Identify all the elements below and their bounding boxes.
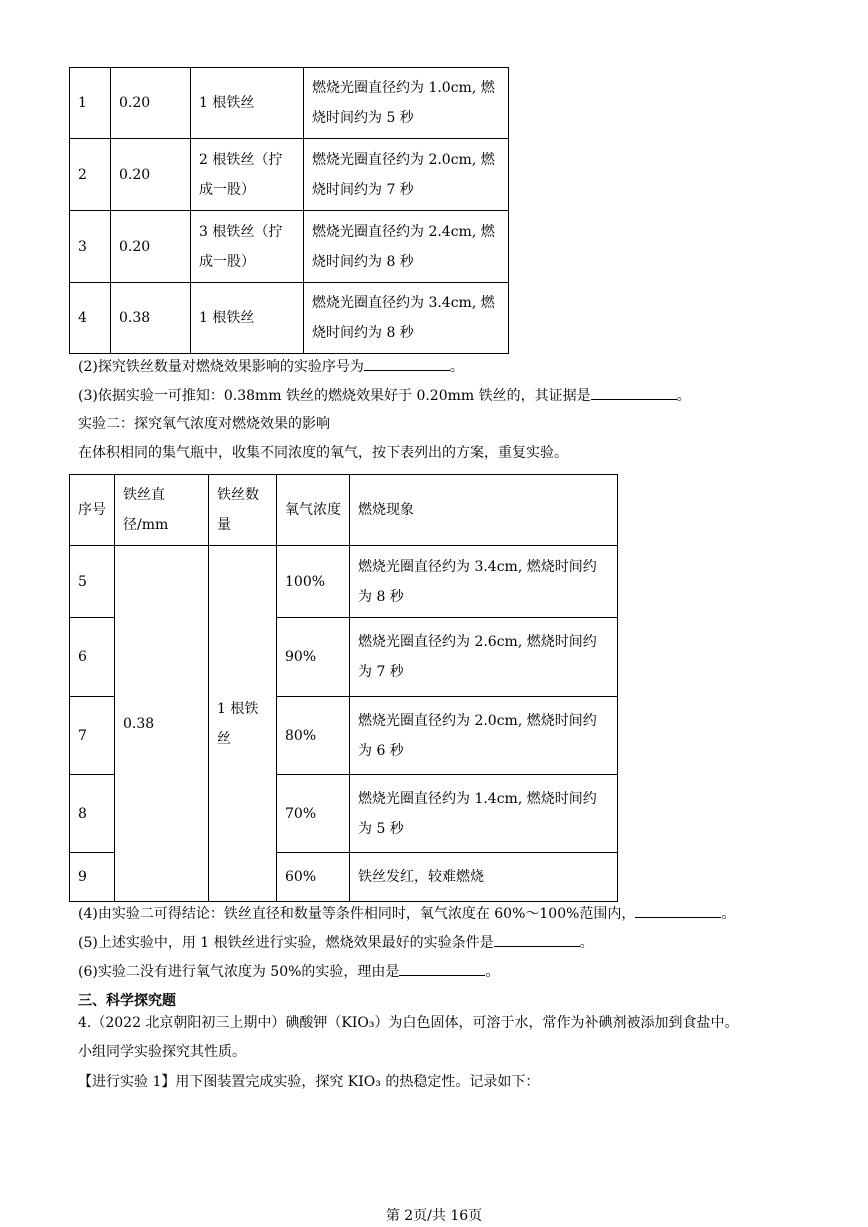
question-4-main-line1: 4.（2022 北京朝阳初三上期中）碘酸钾（KIO₃）为白色固体，可溶于水，常作为补碘剂被添加到食盐中。 xyxy=(78,1015,739,1031)
wire-diameter: 0.20 xyxy=(111,211,191,283)
question-5-text: (5)上述实验中，用 1 根铁丝进行实验，燃烧效果最好的实验条件是 xyxy=(78,935,494,951)
header-diameter: 铁丝直径/mm xyxy=(115,475,209,546)
answer-blank xyxy=(494,932,580,947)
wire-count: 2 根铁丝（拧成一股） xyxy=(191,139,304,211)
row-number: 1 xyxy=(70,68,111,139)
row-number: 3 xyxy=(70,211,111,283)
header-no: 序号 xyxy=(70,475,115,546)
header-phenomenon: 燃烧现象 xyxy=(350,475,618,546)
question-2-text: (2)探究铁丝数量对燃烧效果影响的实验序号为 xyxy=(78,359,364,375)
oxygen-concentration: 80% xyxy=(277,697,350,775)
oxygen-concentration: 100% xyxy=(277,546,350,618)
wire-count: 3 根铁丝（拧成一股） xyxy=(191,211,304,283)
question-6-end: 。 xyxy=(485,964,500,980)
wire-diameter: 0.20 xyxy=(111,139,191,211)
header-count: 铁丝数量 xyxy=(209,475,277,546)
experiment1-table xyxy=(69,67,509,354)
question-6 xyxy=(78,961,499,982)
phenomenon: 燃烧光圈直径约为 3.4cm, 燃烧时间约为 8 秒 xyxy=(350,546,618,618)
oxygen-concentration: 60% xyxy=(277,853,350,902)
question-3-text: (3)依据实验一可推知：0.38mm 铁丝的燃烧效果好于 0.20mm 铁丝的，其证据是 xyxy=(78,388,591,404)
row-number: 9 xyxy=(70,853,115,902)
answer-blank xyxy=(364,356,450,371)
question-4-main-line2: 小组同学实验探究其性质。 xyxy=(78,1044,246,1060)
oxygen-concentration: 70% xyxy=(277,775,350,853)
burn-result: 燃烧光圈直径约为 2.4cm, 燃烧时间约为 8 秒 xyxy=(304,211,509,283)
wire-count: 1 根铁丝 xyxy=(191,283,304,354)
burn-result: 燃烧光圈直径约为 3.4cm, 燃烧时间约为 8 秒 xyxy=(304,283,509,354)
row-number: 4 xyxy=(70,283,111,354)
phenomenon: 铁丝发红，较难燃烧 xyxy=(350,853,618,902)
row-number: 2 xyxy=(70,139,111,211)
experiment2-description: 在体积相同的集气瓶中，收集不同浓度的氧气，按下表列出的方案，重复实验。 xyxy=(78,445,568,461)
question-4-text: (4)由实验二可得结论：铁丝直径和数量等条件相同时，氧气浓度在 60%～100%范围内， xyxy=(78,906,636,922)
row-number: 6 xyxy=(70,618,115,697)
question-6-text: (6)实验二没有进行氧气浓度为 50%的实验，理由是 xyxy=(78,964,400,980)
table-header-row xyxy=(70,475,618,546)
experiment1-instruction: 【进行实验 1】用下图装置完成实验，探究 KIO₃ 的热稳定性。记录如下： xyxy=(78,1074,540,1090)
question-5 xyxy=(78,932,594,953)
question-2 xyxy=(78,356,464,377)
question-4 xyxy=(78,903,735,924)
burn-result: 燃烧光圈直径约为 2.0cm, 燃烧时间约为 7 秒 xyxy=(304,139,509,211)
wire-count: 1 根铁丝 xyxy=(191,68,304,139)
question-4-end: 。 xyxy=(721,906,736,922)
answer-blank xyxy=(399,961,485,976)
wire-diameter: 0.38 xyxy=(111,283,191,354)
page-footer: 第 2页/共 16页 xyxy=(385,1208,483,1224)
experiment2-table xyxy=(69,474,618,902)
oxygen-concentration: 90% xyxy=(277,618,350,697)
burn-result: 燃烧光圈直径约为 1.0cm, 燃烧时间约为 5 秒 xyxy=(304,68,509,139)
question-3 xyxy=(78,385,691,406)
table-row xyxy=(70,211,509,283)
question-5-end: 。 xyxy=(579,935,594,951)
shared-diameter: 0.38 xyxy=(115,546,209,902)
phenomenon: 燃烧光圈直径约为 1.4cm, 燃烧时间约为 5 秒 xyxy=(350,775,618,853)
section-heading: 三、科学探究题 xyxy=(78,993,176,1009)
wire-diameter: 0.20 xyxy=(111,68,191,139)
phenomenon: 燃烧光圈直径约为 2.0cm, 燃烧时间约为 6 秒 xyxy=(350,697,618,775)
table-row xyxy=(70,139,509,211)
experiment2-title: 实验二：探究氧气浓度对燃烧效果的影响 xyxy=(78,416,330,432)
answer-blank xyxy=(591,385,677,400)
table-row xyxy=(70,68,509,139)
shared-count: 1 根铁丝 xyxy=(209,546,277,902)
header-oxygen: 氧气浓度 xyxy=(277,475,350,546)
question-2-end: 。 xyxy=(449,359,464,375)
question-3-end: 。 xyxy=(676,388,691,404)
row-number: 5 xyxy=(70,546,115,618)
row-number: 7 xyxy=(70,697,115,775)
row-number: 8 xyxy=(70,775,115,853)
answer-blank xyxy=(635,903,721,918)
phenomenon: 燃烧光圈直径约为 2.6cm, 燃烧时间约为 7 秒 xyxy=(350,618,618,697)
table-row xyxy=(70,283,509,354)
table-row xyxy=(70,546,618,618)
